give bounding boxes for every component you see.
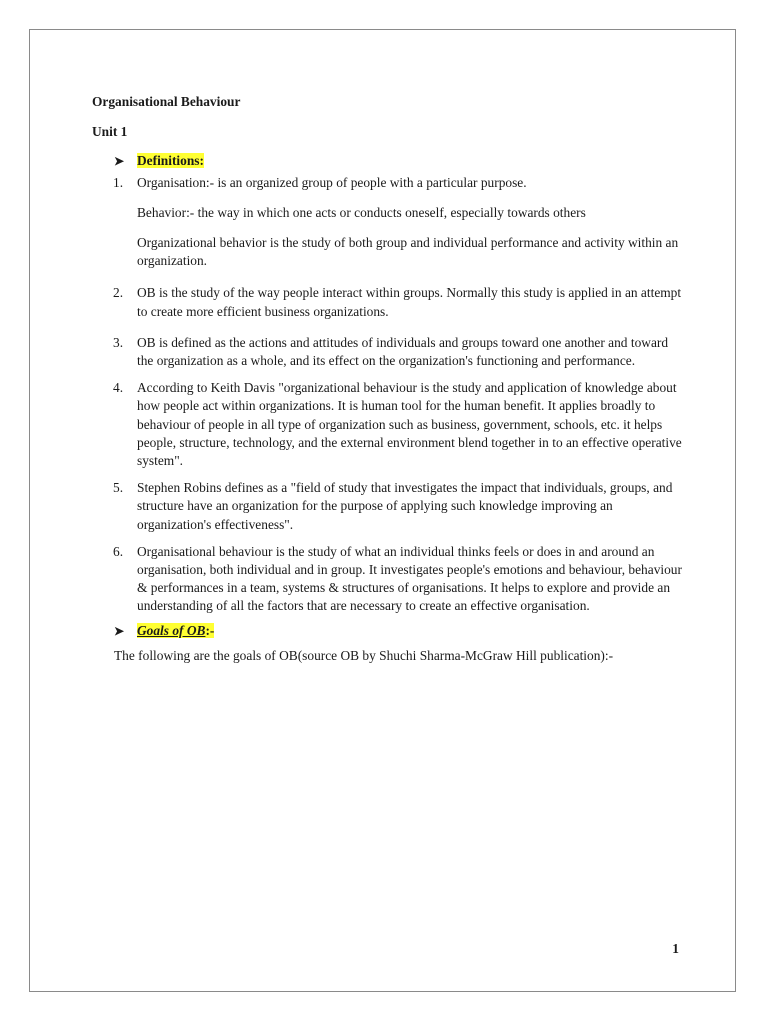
ob-definition: Organizational behavior is the study of both group and individual performance and activity within an organization. xyxy=(137,235,679,269)
list-item-text: OB is defined as the actions and attitudes of individuals and groups toward one another and toward the organization as a whole, and its effect on the organization's functioning and performance. xyxy=(137,334,669,369)
document-page xyxy=(29,29,736,992)
document-title: Organisational Behaviour xyxy=(92,94,241,109)
list-item-text: OB is the study of the way people interact within groups. Normally this study is applied in an attempt to create more efficient business organizations. xyxy=(137,285,682,319)
page-content xyxy=(92,93,682,665)
list-item xyxy=(92,543,682,616)
list-item xyxy=(92,284,682,320)
arrow-bullet-icon: ➤ xyxy=(114,154,125,169)
list-number: 3. xyxy=(113,334,124,350)
list-item xyxy=(92,479,682,534)
list-item-text: Stephen Robins defines as a "field of study that investigates the impact that individuals, groups, and structure have an organization for the purpose of applying such knowledge improving an organization's effectiveness". xyxy=(137,480,673,532)
page-number: 1 xyxy=(672,941,679,956)
definitions-list xyxy=(92,174,682,616)
list-item-text: Organisation:- is an organized group of people with a particular purpose. xyxy=(137,174,527,190)
unit-heading: Unit 1 xyxy=(92,124,128,140)
goals-heading-highlight xyxy=(137,623,214,638)
list-number: 2. xyxy=(113,285,124,301)
behavior-definition: Behavior:- the way in which one acts or conducts oneself, especially towards others xyxy=(137,204,586,220)
list-number: 1. xyxy=(113,174,124,190)
definitions-heading: Definitions: xyxy=(137,153,204,169)
arrow-bullet-icon: ➤ xyxy=(114,623,125,638)
list-item xyxy=(92,174,682,192)
list-number: 4. xyxy=(113,380,124,396)
goals-heading-row xyxy=(92,622,682,640)
definitions-heading-row xyxy=(92,152,682,170)
list-number: 5. xyxy=(113,480,124,496)
goals-intro: The following are the goals of OB(source OB by Shuchi Sharma-McGraw Hill publication):- xyxy=(114,647,614,663)
list-item xyxy=(92,334,682,370)
list-item-text: According to Keith Davis "organizational behaviour is the study and application of knowledge about how people act within organizations. It is human tool for the human benefit. It applies broadly to behaviour of people in all type of organization such as business, government, schools, etc. it helps people, structure, technology, and the external environment blend together in to an effective operative system". xyxy=(137,380,682,469)
goals-heading: Goals of OB xyxy=(137,622,206,638)
goals-heading-suffix: :- xyxy=(205,622,215,638)
list-item xyxy=(92,379,682,470)
list-item-text: Organisational behaviour is the study of what an individual thinks feels or does in and around an organisation, both individual and in group. It investigates people's emotions and behaviour, behaviour & performances in a team, systems & structures of organisations. It helps to explore and provide an understanding of all the factors that are necessary to create an effective organisation. xyxy=(137,543,682,614)
list-number: 6. xyxy=(113,543,124,559)
